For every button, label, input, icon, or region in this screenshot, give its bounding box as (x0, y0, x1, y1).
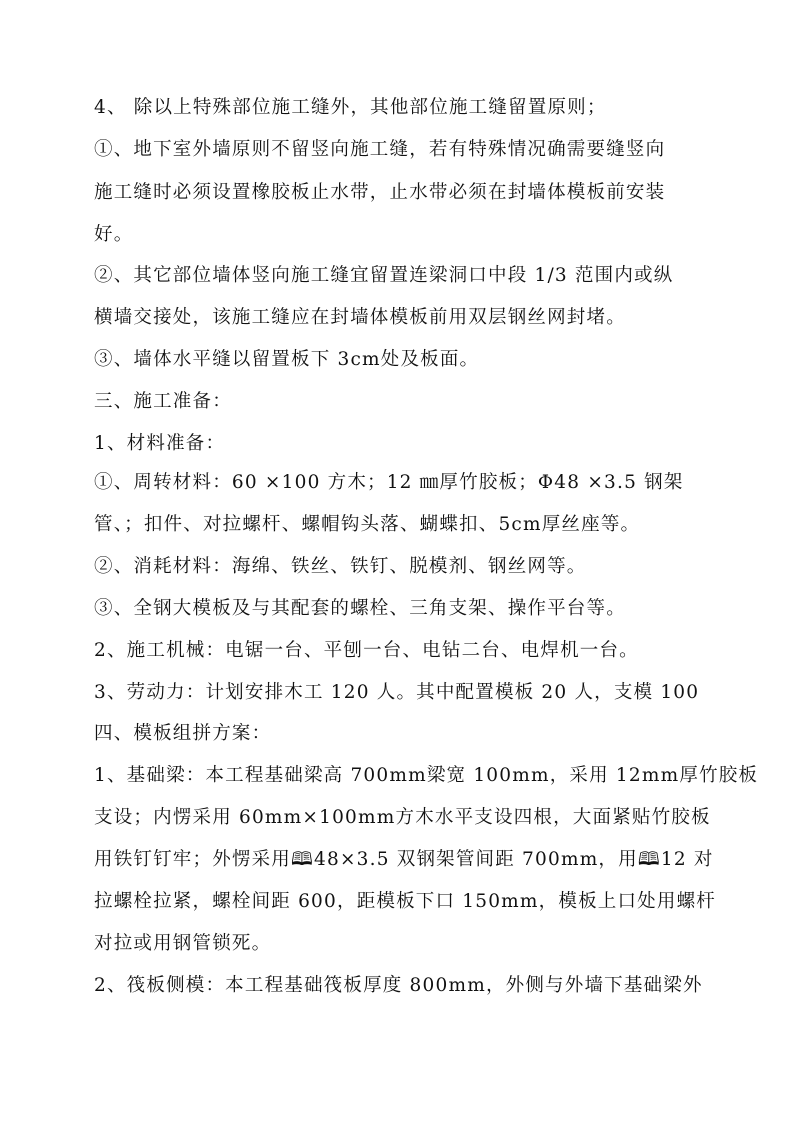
text-line-4: 好。 (94, 224, 134, 245)
text-line-17: 1、基础梁：本工程基础梁高 700mm梁宽 100mm，采用 12mm厚竹胶板 (94, 765, 759, 786)
text-line-2: ①、地下室外墙原则不留竖向施工缝，若有特殊情况确需要缝竖向 (94, 139, 666, 160)
text-line-19: 用铁钉钉牢；外愣采用🕮48×3.5 双钢架管间距 700mm，用🕮12 对 (94, 849, 714, 870)
text-line-14: 2、施工机械：电锯一台、平刨一台、电钻二台、电焊机一台。 (94, 640, 639, 661)
text-line-21: 对拉或用钢管锁死。 (94, 933, 272, 954)
text-line-22: 2、筏板侧模：本工程基础筏板厚度 800mm，外侧与外墙下基础梁外 (94, 975, 703, 996)
text-line-7: ③、墙体水平缝以留置板下 3cm处及板面。 (94, 349, 480, 370)
text-line-12: ②、消耗材料：海绵、铁丝、铁钉、脱模剂、钢丝网等。 (94, 556, 587, 577)
text-line-5: ②、其它部位墙体竖向施工缝宜留置连梁洞口中段 1/3 范围内或纵 (94, 265, 674, 286)
text-line-20: 拉螺栓拉紧，螺栓间距 600，距模板下口 150mm，模板上口处用螺杆 (94, 891, 716, 912)
text-line-1: 4、 除以上特殊部位施工缝外，其他部位施工缝留置原则； (94, 97, 607, 118)
text-line-18: 支设；内愣采用 60mm×100mm方木水平支设四根，大面紧贴竹胶板 (94, 807, 711, 828)
section-heading-preparation: 三、施工准备： (94, 391, 232, 412)
text-line-13: ③、全钢大模板及与其配套的螺栓、三角支架、操作平台等。 (94, 598, 626, 619)
text-line-11: 管、；扣件、对拉螺杆、螺帽钩头落、蝴蝶扣、5cm厚丝座等。 (94, 514, 641, 535)
text-line-10: ①、周转材料：60 ×100 方木；12 ㎜厚竹胶板；Φ48 ×3.5 钢架 (94, 472, 684, 493)
section-heading-formwork: 四、模板组拼方案： (94, 723, 272, 744)
text-line-6: 横墙交接处，该施工缝应在封墙体模板前用双层钢丝网封堵。 (94, 307, 626, 328)
subheading-materials: 1、材料准备： (94, 433, 226, 454)
text-line-15: 3、劳动力：计划安排木工 120 人。其中配置模板 20 人，支模 100 (94, 682, 700, 703)
text-line-3: 施工缝时必须设置橡胶板止水带，止水带必须在封墙体模板前安装 (94, 182, 666, 203)
